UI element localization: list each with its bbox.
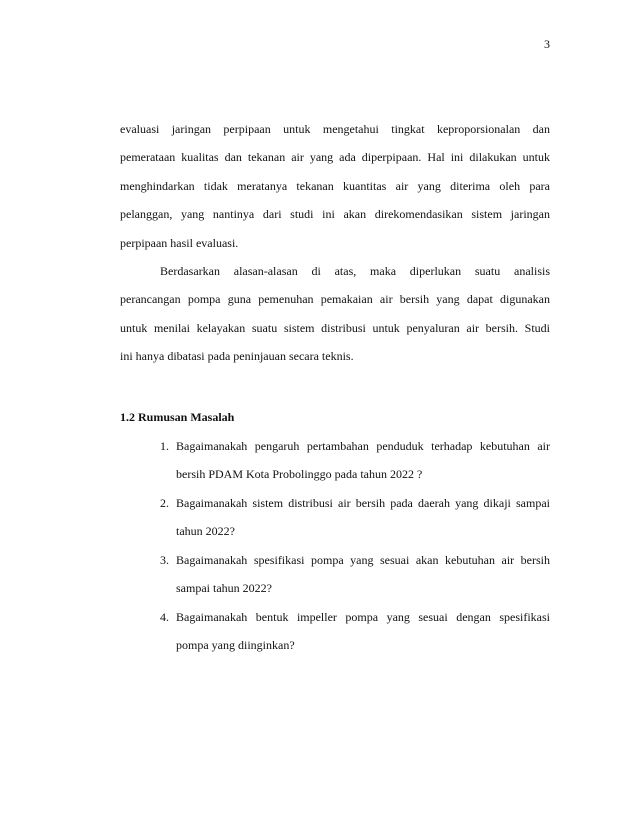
list-item-line: pompa yang diinginkan?: [176, 637, 295, 652]
list-item-line: tahun 2022?: [176, 524, 235, 539]
list-item-line: sampai tahun 2022?: [176, 581, 272, 596]
page-number: 3: [544, 37, 550, 51]
list-item-line: Bagaimanakah bentuk impeller pompa yang sesuai dengan spesifikasi: [176, 609, 550, 624]
paragraph-line: evaluasi jaringan perpipaan untuk mengetahui tingkat keproporsionalan dan: [120, 122, 550, 136]
list-number: 2.: [160, 495, 169, 510]
problem-list: [120, 432, 550, 659]
problem-list-item: [120, 603, 550, 660]
list-item-line: Bagaimanakah sistem distribusi air bersih pada daerah yang dikaji sampai: [176, 495, 550, 510]
paragraph-line: Berdasarkan alasan-alasan di atas, maka diperlukan suatu analisis: [160, 264, 550, 279]
list-item-line: bersih PDAM Kota Probolinggo pada tahun 2022 ?: [176, 467, 423, 482]
paragraph-line: untuk menilai kelayakan suatu sistem distribusi untuk penyaluran air bersih. Studi: [120, 320, 550, 335]
paragraph-line: ini hanya dibatasi pada peninjauan secara teknis.: [120, 349, 354, 364]
paragraph-evaluation: [120, 115, 550, 257]
list-number: 1.: [160, 439, 169, 454]
problem-list-item: [120, 546, 550, 603]
paragraph-line: perancangan pompa guna pemenuhan pemakaian air bersih yang dapat digunakan: [120, 292, 550, 307]
list-number: 3.: [160, 552, 169, 567]
list-item-line: Bagaimanakah pengaruh pertambahan penduduk terhadap kebutuhan air: [176, 439, 550, 454]
paragraph-line: pemerataan kualitas dan tekanan air yang ada diperpipaan. Hal ini dilakukan untuk: [120, 150, 550, 165]
section-heading: 1.2 Rumusan Masalah: [120, 409, 235, 424]
document-body: [120, 115, 550, 659]
paragraph-line: menghindarkan tidak meratanya tekanan kuantitas air yang diterima oleh para: [120, 178, 550, 193]
problem-list-item: [120, 432, 550, 489]
list-item-line: Bagaimanakah spesifikasi pompa yang sesuai akan kebutuhan air bersih: [176, 552, 550, 567]
paragraph-line: perpipaan hasil evaluasi.: [120, 235, 239, 250]
problem-list-item: [120, 489, 550, 546]
paragraph-line: pelanggan, yang nantinya dari studi ini akan direkomendasikan sistem jaringan: [120, 207, 550, 222]
list-number: 4.: [160, 609, 169, 624]
paragraph-background: [120, 257, 550, 371]
